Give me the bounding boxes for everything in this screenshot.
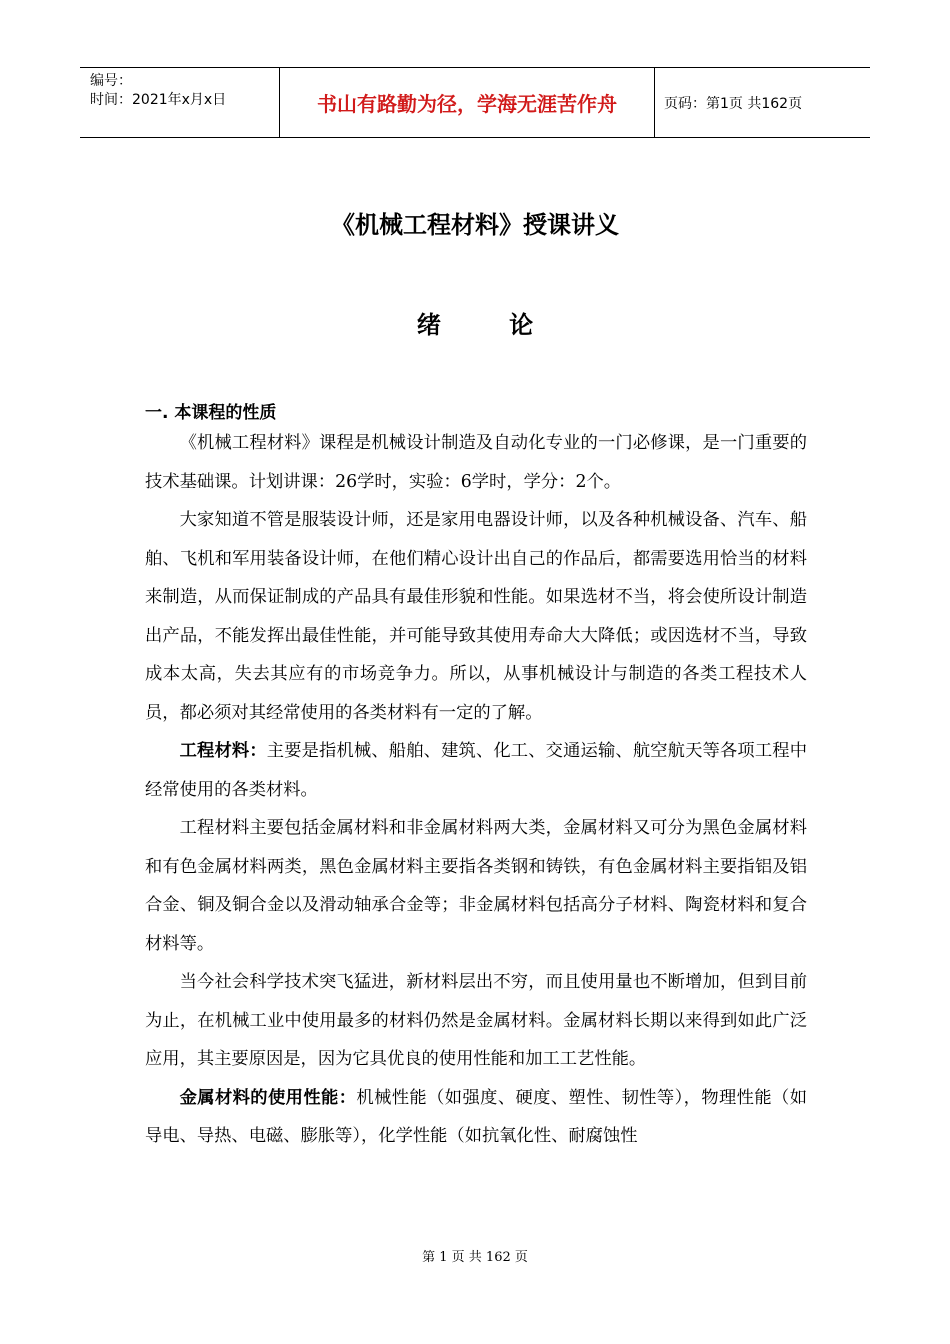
paragraph: 工程材料主要包括金属材料和非金属材料两大类，金属材料又可分为黑色金属材料和有色金属材料两类，黑色金属材料主要指各类钢和铸铁，有色金属材料主要指铝及铝合金、铜及铜合金以及滑动轴承合金等；非金属材料包括高分子材料、陶瓷材料和复合材料等。 xyxy=(145,818,807,954)
page-header xyxy=(80,67,870,138)
term-label: 工程材料： xyxy=(179,741,267,761)
number-label: 编号： xyxy=(90,73,132,89)
paragraph-text: 机械性能（如强度、硬度、塑性、韧性等），物理性能（如导电、导热、电磁、膨胀等），化学性能（如抗氧化性、耐腐蚀性 xyxy=(145,1087,807,1146)
header-motto: 书山有路勤为径，学海无涯苦作舟 xyxy=(280,68,655,137)
document-title: 《机械工程材料》授课讲义 xyxy=(331,211,619,239)
term-label: 金属材料的使用性能： xyxy=(179,1087,357,1108)
paragraph-text: 主要是指机械、船舶、建筑、化工、交通运输、航空航天等各项工程中经常使用的各类材料。 xyxy=(145,741,807,800)
header-meta xyxy=(80,68,280,137)
header-page-info: 页码：第1页 共162页 xyxy=(664,95,803,112)
time-label: 时间：2021年x月x日 xyxy=(90,92,227,108)
document-body xyxy=(145,424,807,1156)
paragraph: 当今社会科学技术突飞猛进，新材料层出不穷，而且使用量也不断增加，但到目前为止，在机械工业中使用最多的材料仍然是金属材料。金属材料长期以来得到如此广泛应用，其主要原因是，因为它具优良的使用性能和加工工艺性能。 xyxy=(145,972,807,1069)
page-footer: 第 1 页 共 162 页 xyxy=(422,1250,528,1265)
paragraph: 大家知道不管是服装设计师，还是家用电器设计师，以及各种机械设备、汽车、船舶、飞机和军用装备设计师，在他们精心设计出自己的作品后，都需要选用恰当的材料来制造，从而保证制成的产品具有最佳形貌和性能。如果选材不当，将会使所设计制造出产品，不能发挥出最佳性能，并可能导致其使用寿命大大降低；或因选材不当，导致成本太高，失去其应有的市场竞争力。所以，从事机械设计与制造的各类工程技术人员，都必须对其经常使用的各类材料有一定的了解。 xyxy=(145,510,807,723)
paragraph: 《机械工程材料》课程是机械设计制造及自动化专业的一门必修课，是一门重要的技术基础课。计划讲课：26学时，实验：6学时，学分：2个。 xyxy=(145,433,807,492)
section-heading: 一. 本课程的性质 xyxy=(145,403,277,423)
chapter-title: 绪 论 xyxy=(416,311,564,339)
paragraph xyxy=(145,732,807,809)
paragraph xyxy=(145,1079,807,1156)
